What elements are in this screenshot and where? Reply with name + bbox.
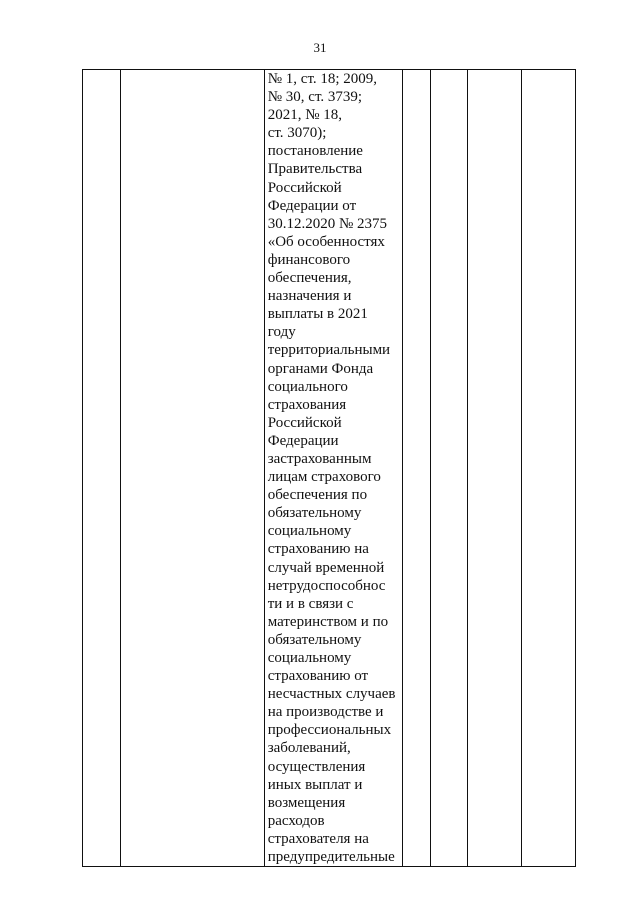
legal-basis-line: страхователя на xyxy=(267,830,369,847)
legal-basis-line: 30.12.2020 № 2375 xyxy=(267,215,388,232)
page-number: 31 xyxy=(313,40,327,55)
legal-basis-line: нетрудоспособнос xyxy=(267,577,386,594)
legal-basis-line: Российской xyxy=(267,414,342,431)
legal-basis-line: социального xyxy=(267,378,348,395)
legal-basis-line: иных выплат и xyxy=(267,776,363,793)
legal-basis-line: случай временной xyxy=(267,559,385,576)
legal-basis-line: «Об особенностях xyxy=(267,233,385,250)
legal-basis-line: Федерации xyxy=(267,432,339,449)
legal-basis-line: территориальными xyxy=(267,342,391,359)
legal-basis-line: Правительства xyxy=(267,161,363,178)
legal-basis-line: застрахованным xyxy=(267,450,372,467)
legal-basis-line: страхования xyxy=(267,396,347,413)
legal-basis-line: финансового xyxy=(267,251,351,268)
table-cell-number xyxy=(83,70,121,867)
legal-basis-line: социальному xyxy=(267,523,352,540)
legal-basis-line: обеспечения, xyxy=(267,270,352,287)
table-cell-requirement xyxy=(121,70,265,867)
table-cell-empty-4 xyxy=(403,70,431,867)
legal-basis-line: предупредительные xyxy=(267,849,395,866)
legal-basis-line: обязательному xyxy=(267,505,362,522)
legal-basis-line: выплаты в 2021 xyxy=(267,306,368,323)
legal-basis-line: назначения и xyxy=(267,288,352,305)
legal-basis-line: 2021, № 18, xyxy=(267,107,343,124)
table-cell-empty-6 xyxy=(467,70,521,867)
legal-basis-line: Федерации от xyxy=(267,197,357,214)
table-cell-empty-5 xyxy=(431,70,467,867)
legal-basis-line: на производстве и xyxy=(267,704,384,721)
legal-basis-line: несчастных случаев xyxy=(267,686,396,703)
legal-basis-line: лицам страхового xyxy=(267,469,381,486)
legal-basis-line: профессиональных xyxy=(267,722,392,739)
legal-basis-line: страхованию от xyxy=(267,668,369,685)
legal-basis-text xyxy=(268,70,401,866)
legal-basis-line: органами Фонда xyxy=(267,360,374,377)
legal-basis-line: году xyxy=(267,324,296,341)
legal-basis-line: страхованию на xyxy=(267,541,369,558)
legal-basis-line: Российской xyxy=(267,179,342,196)
legal-basis-line: ст. 3070); xyxy=(267,125,327,142)
legal-basis-line: заболеваний, xyxy=(267,740,351,757)
table-cell-legal-basis xyxy=(264,70,403,867)
legal-basis-line: материнством и по xyxy=(267,613,389,630)
legal-basis-line: осуществления xyxy=(267,758,366,775)
requirements-table xyxy=(82,69,576,867)
table-cell-empty-7 xyxy=(521,70,575,867)
legal-basis-line: обеспечения по xyxy=(267,487,368,504)
table-row xyxy=(83,70,576,867)
legal-basis-line: социальному xyxy=(267,650,352,666)
legal-basis-line: обязательному xyxy=(267,631,362,648)
legal-basis-line: № 1, ст. 18; 2009, xyxy=(267,71,378,87)
legal-basis-line: постановление xyxy=(267,143,363,160)
legal-basis-line: ти и в связи с xyxy=(267,595,354,612)
legal-basis-line: расходов xyxy=(267,812,325,829)
legal-basis-line: возмещения xyxy=(267,794,346,811)
legal-basis-line: № 30, ст. 3739; xyxy=(267,89,363,106)
